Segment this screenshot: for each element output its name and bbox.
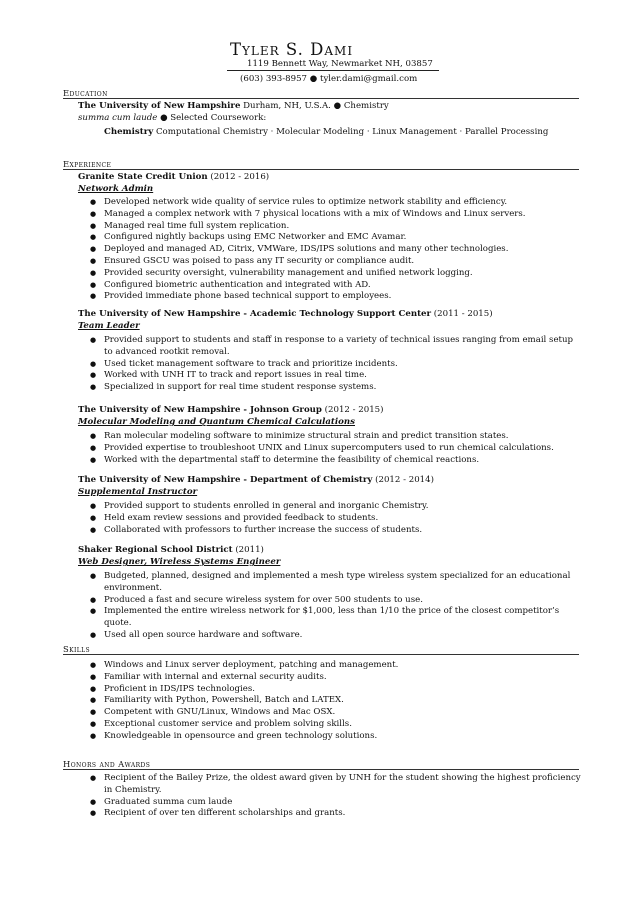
job-role: Team Leader — [78, 321, 140, 331]
list-item: ● Recipient of the Bailey Prize, the oldest award given by UNH for the student showing the highest proficiency in Chemistry. — [90, 773, 582, 797]
list-item: ● Provided support to students and staff in response to a variety of technical issues ranging from email setup to advanced rootkit removal. — [90, 335, 582, 359]
education-honor-line — [78, 113, 266, 125]
list-item: ● Used all open source hardware and software. — [90, 630, 582, 642]
list-item: ● Managed a complex network with 7 physical locations with a mix of Windows and Linux servers. — [90, 209, 582, 221]
list-item: ● Provided security oversight, vulnerability management and unified network logging. — [90, 268, 582, 280]
job-heading — [78, 172, 269, 184]
list-item: ● Worked with UNH IT to track and report issues in real time. — [90, 370, 582, 382]
list-item: ● Exceptional customer service and problem solving skills. — [90, 719, 582, 731]
coursework-line — [104, 127, 548, 139]
list-item: ● Used ticket management software to track and prioritize incidents. — [90, 359, 582, 371]
job-dates: (2012 - 2015) — [324, 405, 384, 415]
list-item: ● Deployed and managed AD, Citrix, VMWare, IDS/IPS solutions and many other technologies. — [90, 244, 582, 256]
job-heading — [78, 545, 264, 557]
list-item: ● Collaborated with professors to further increase the success of students. — [90, 525, 582, 537]
bullet-separator: ● — [333, 101, 344, 111]
section-title-skills: Skills — [63, 644, 91, 654]
list-item: ● Produced a fast and secure wireless system for over 500 students to use. — [90, 595, 582, 607]
job-dates: (2011) — [235, 545, 264, 555]
job-role: Web Designer, Wireless Systems Engineer — [78, 557, 281, 567]
list-item: ● Familiar with internal and external security audits. — [90, 672, 582, 684]
section-title-experience: Experience — [63, 159, 112, 169]
list-item: ● Proficient in IDS/IPS technologies. — [90, 684, 582, 696]
job-role: Network Admin — [78, 184, 154, 194]
job-heading — [78, 405, 384, 417]
job-org: The University of New Hampshire - Department of Chemistry — [78, 475, 373, 485]
job-role: Supplemental Instructor — [78, 487, 198, 497]
list-item: ● Developed network wide quality of service rules to optimize network stability and efficiency. — [90, 197, 582, 209]
honor: summa cum laude — [78, 113, 158, 123]
list-item: ● Provided support to students enrolled in general and inorganic Chemistry. — [90, 501, 582, 513]
job-org: Shaker Regional School District — [78, 545, 233, 555]
list-item: ● Managed real time full system replication. — [90, 221, 582, 233]
job-bullets — [90, 501, 582, 536]
job-bullets — [90, 335, 582, 394]
job-heading — [78, 309, 493, 321]
list-item: ● Ran molecular modeling software to minimize structural strain and predict transition states. — [90, 431, 582, 443]
list-item: ● Windows and Linux server deployment, patching and management. — [90, 660, 582, 672]
job-dates: (2011 - 2015) — [433, 309, 493, 319]
school-name: The University of New Hampshire — [78, 101, 241, 111]
job-bullets — [90, 197, 582, 303]
job-org: The University of New Hampshire - Johnson Group — [78, 405, 322, 415]
list-item: ● Knowledgeable in opensource and green technology solutions. — [90, 731, 582, 743]
candidate-name: Tyler S. Dami — [230, 40, 354, 59]
skills-bullets — [90, 660, 582, 743]
list-item: ● Provided immediate phone based technical support to employees. — [90, 291, 582, 303]
bullet-separator: ● — [160, 113, 171, 123]
section-title-education: Education — [63, 88, 108, 98]
list-item: ● Specialized in support for real time student response systems. — [90, 382, 582, 394]
list-item: ● Implemented the entire wireless network for $1,000, less than 1/10 the price of the closest competitor’s quote. — [90, 606, 582, 630]
coursework-label: Selected Coursework: — [170, 113, 267, 123]
job-heading — [78, 475, 434, 487]
list-item: ● Graduated summa cum laude — [90, 797, 582, 809]
course-area: Chemistry — [104, 127, 154, 137]
list-item: ● Provided expertise to troubleshoot UNIX and Linux supercomputers used to run chemical calculations. — [90, 443, 582, 455]
section-rule-education — [63, 98, 579, 99]
list-item: ● Worked with the departmental staff to determine the feasibility of chemical reactions. — [90, 455, 582, 467]
list-item: ● Budgeted, planned, designed and implemented a mesh type wireless system specialized for an educational environment. — [90, 571, 582, 595]
section-rule-skills — [63, 654, 579, 655]
contact-line — [240, 74, 417, 84]
section-rule-honors — [63, 769, 579, 770]
job-org: Granite State Credit Union — [78, 172, 208, 182]
job-role: Molecular Modeling and Quantum Chemical Calculations — [78, 417, 355, 427]
list-item: ● Familiarity with Python, Powershell, Batch and LATEX. — [90, 695, 582, 707]
job-dates: (2012 - 2016) — [210, 172, 270, 182]
list-item: ● Configured biometric authentication and integrated with AD. — [90, 280, 582, 292]
section-rule-experience — [63, 169, 579, 170]
job-bullets — [90, 431, 582, 466]
header-rule — [227, 70, 439, 71]
school-location: Durham, NH, U.S.A. — [243, 101, 331, 111]
honors-bullets — [90, 773, 582, 820]
list-item: ● Recipient of over ten different scholarships and grants. — [90, 808, 582, 820]
phone: (603) 393-8957 — [240, 74, 308, 84]
job-org: The University of New Hampshire - Academic Technology Support Center — [78, 309, 432, 319]
job-dates: (2012 - 2014) — [375, 475, 434, 485]
major: Chemistry — [343, 101, 389, 111]
section-title-honors: Honors and Awards — [63, 759, 151, 769]
bullet-separator: ● — [309, 74, 320, 84]
job-bullets — [90, 571, 582, 642]
email[interactable]: tyler.dami@gmail.com — [320, 74, 418, 84]
resume-header — [230, 40, 433, 69]
course-list: Computational Chemistry · Molecular Modeling · Linux Management · Parallel Processing — [155, 127, 549, 137]
list-item: ● Ensured GSCU was poised to pass any IT security or compliance audit. — [90, 256, 582, 268]
list-item: ● Competent with GNU/Linux, Windows and Mac OSX. — [90, 707, 582, 719]
address: 1119 Bennett Way, Newmarket NH, 03857 — [247, 59, 433, 69]
education-school-line — [78, 101, 389, 113]
list-item: ● Configured nightly backups using EMC Networker and EMC Avamar. — [90, 232, 582, 244]
list-item: ● Held exam review sessions and provided feedback to students. — [90, 513, 582, 525]
